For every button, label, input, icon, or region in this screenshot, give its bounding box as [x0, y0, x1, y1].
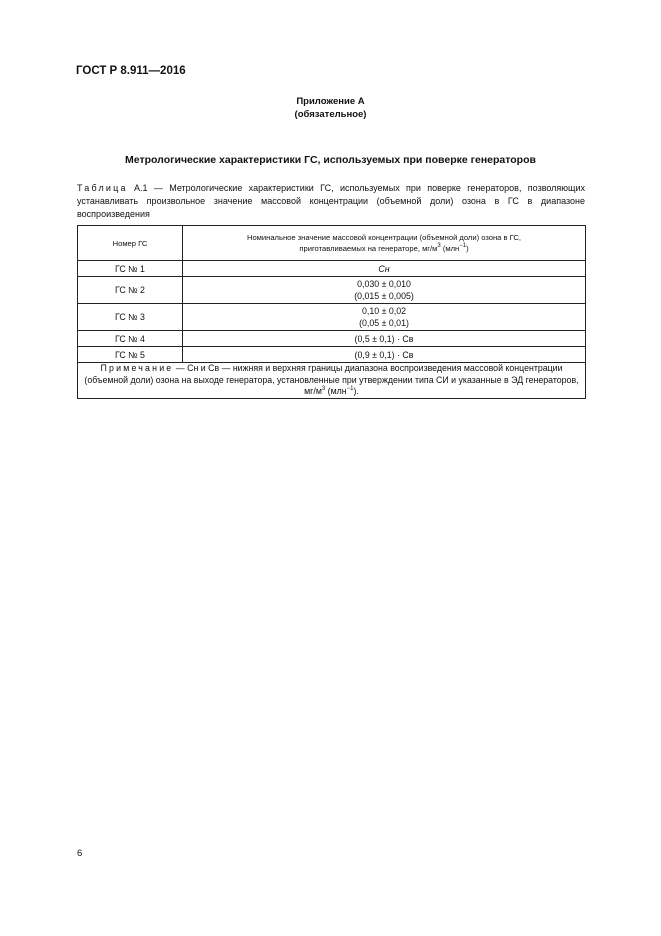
table-caption-label: Таблица [77, 183, 128, 193]
note-label: Примечание [100, 363, 174, 373]
row-name: ГС № 3 [78, 304, 183, 331]
header-nominal-line2 [183, 243, 585, 254]
note-sup2: −1 [346, 386, 354, 392]
table-row [78, 261, 586, 277]
table-row [78, 331, 586, 347]
document-code: ГОСТ Р 8.911—2016 [76, 65, 186, 77]
header-unit-post: ) [466, 244, 469, 253]
header-unit-mid: (млн [440, 244, 460, 253]
table-row [78, 347, 586, 363]
table-row [78, 277, 586, 304]
section-title: Метрологические характеристики ГС, используемых при поверке генераторов [125, 154, 536, 166]
row-value [183, 261, 586, 277]
header-nominal-value [183, 226, 586, 261]
row-value-line1: 0,10 ± 0,02 [362, 306, 406, 316]
row-name: ГС № 5 [78, 347, 183, 363]
appendix-title: Приложение А [296, 96, 365, 107]
row-value-line1: (0,5 ± 0,1) · Св [183, 331, 586, 347]
header-gs-number: Номер ГС [78, 226, 183, 261]
table-caption-text: А.1 — Метрологические характеристики ГС, используемых при поверке генераторов, позволяющих устанавливать произвольное значение массовой концентрации (объемной доли) озона в ГС в диапазоне воспроизведения [77, 183, 585, 219]
row-name: ГС № 2 [78, 277, 183, 304]
row-value-line1: Сн [378, 263, 390, 274]
table-header-row [78, 226, 586, 261]
row-value-line2: (0,015 ± 0,005) [354, 291, 414, 301]
header-unit-sup2: −1 [459, 243, 467, 249]
header-unit-text: приготавливаемых на генераторе, мг/м [299, 244, 438, 253]
note-text-mid: (млн [325, 386, 347, 396]
table-row [78, 304, 586, 331]
row-value-line1: (0,9 ± 0,1) · Св [183, 347, 586, 363]
row-value [183, 304, 586, 331]
note-sup: 3 [321, 386, 326, 392]
note-text-post: ). [353, 386, 359, 396]
note-text: — Сн и Св — нижняя и верхняя границы диапазона воспроизведения массовой концентрации (объемной доли) озона на выходе генератора, установленные при утверждении типа СИ и указанные в ЭД генераторов, мг/м [84, 363, 579, 396]
header-nominal-line1: Номинальное значение массовой концентрации (объемной доли) озона в ГС, [246, 233, 522, 242]
table-note-row [78, 363, 586, 399]
table-caption [77, 182, 585, 221]
table-note [78, 363, 586, 399]
characteristics-table [77, 225, 586, 399]
header-unit-sup: 3 [437, 243, 441, 249]
row-value-line1: 0,030 ± 0,010 [357, 279, 411, 289]
row-value [183, 277, 586, 304]
row-value-line2: (0,05 ± 0,01) [359, 318, 409, 328]
row-name: ГС № 4 [78, 331, 183, 347]
row-name: ГС № 1 [78, 261, 183, 277]
appendix-kind: (обязательное) [294, 109, 367, 120]
page-number: 6 [77, 848, 83, 859]
